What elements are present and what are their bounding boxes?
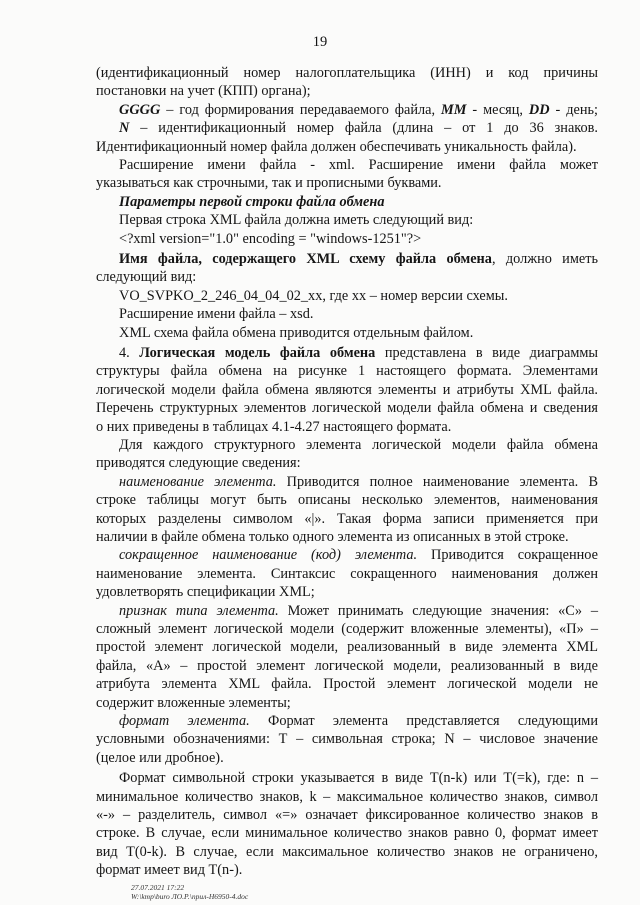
paragraph-line: которых разделены символом «|». Такая форма записи применяется при: [96, 510, 598, 527]
file-stamp: [131, 883, 248, 901]
paragraph-line: признак типа элемента. Может принимать следующие значения: «С» –: [119, 602, 598, 619]
schema-heading: Имя файла, содержащего XML схему файла обмена: [119, 251, 492, 267]
paragraph-line: о них приведены в таблицах 4.1-4.27 настоящего формата.: [96, 418, 452, 435]
paragraph-line: содержит вложенные элементы;: [96, 694, 291, 711]
paragraph-line: формат имеет вид Т(n-).: [96, 862, 243, 879]
paragraph-line: XML схема файла обмена приводится отдельным файлом.: [119, 324, 474, 341]
paragraph-line: сложный элемент логической модели (содержит вложенные элементы), «П» –: [96, 621, 598, 637]
paragraph-line: Имя файла, содержащего XML схему файла обмена, должно иметь: [119, 251, 598, 267]
paragraph-line: минимальное количество знаков, k – максимальное количество знаков, символ: [96, 788, 598, 805]
xml-declaration: <?xml version="1.0" encoding = "windows-1251"?>: [119, 230, 422, 247]
paragraph-line: наличии в файле обмена только одного элемента из описанных в этой строке.: [96, 529, 569, 545]
file-stamp-path: W:\kmp\buro ЛО.Р.\прил-Н6950-4.doc: [131, 892, 249, 902]
paragraph-line: строке. В случае, если минимальное количество знаков равно 0, формат имеет: [96, 825, 598, 842]
section-heading: Параметры первой строки файла обмена: [119, 193, 385, 210]
paragraph-line: Расширение имени файла – xsd.: [119, 306, 314, 323]
paragraph-line: файла, «А» – простой элемент логической модели, реализованный в виде: [96, 657, 598, 674]
paragraph-line: (идентификационный номер налогоплательщика (ИНН) и код причины: [96, 65, 598, 81]
paragraph-line: наименование элемента. Синтаксис сокращенного наименования должен: [96, 565, 598, 582]
term-element-format: формат элемента.: [119, 713, 250, 729]
paragraph-line: Расширение имени файла - xml. Расширение имени файла может: [119, 157, 598, 173]
schema-file-name: VO_SVPKO_2_246_04_04_02_xx, где xx – номер версии схемы.: [119, 287, 508, 304]
paragraph-line: условными обозначениями: Т – символьная строка; N – числовое значение: [96, 731, 598, 748]
paragraph-line: N – идентификационный номер файла (длина – от 1 до 36 знаков.: [119, 120, 598, 137]
term-element-type: признак типа элемента.: [119, 602, 279, 619]
paragraph-line: атрибута элемента XML файла. Простой элемент логической модели не: [96, 676, 598, 693]
term-element-name: наименование элемента.: [119, 473, 277, 490]
term-n: N: [119, 120, 130, 137]
term-mm: MM: [441, 101, 467, 118]
paragraph-line: Формат символьной строки указывается в виде Т(n-k) или Т(=k), где: n –: [119, 770, 598, 787]
paragraph-line: сокращенное наименование (код) элемента. Приводится сокращенное: [119, 547, 598, 564]
paragraph-line: приводятся следующие сведения:: [96, 455, 301, 472]
paragraph-line: вид Т(0-k). В случае, если максимальное количество знаков не ограничено,: [96, 843, 598, 860]
paragraph-line: Перечень структурных элементов логической модели файла обмена и сведения: [96, 400, 598, 417]
paragraph-line: логической модели файла обмена являются элементы и атрибуты XML файла.: [96, 381, 598, 398]
paragraph-line: 4. Логическая модель файла обмена представлена в виде диаграммы: [119, 345, 599, 361]
paragraph-line: простой элемент логической модели, реализованный в виде элемента XML: [96, 639, 598, 656]
paragraph-line: постановки на учет (КПП) органа);: [96, 83, 311, 100]
paragraph-line: наименование элемента. Приводится полное наименование элемента. В: [119, 473, 598, 490]
paragraph-line: Для каждого структурного элемента логической модели файла обмена: [119, 437, 598, 453]
paragraph-line: Идентификационный номер файла должен обеспечивать уникальность файла).: [96, 138, 577, 155]
paragraph-line: указываться как строчными, так и прописными буквами.: [96, 175, 442, 192]
file-stamp-date: 27.07.2021 17:22: [131, 883, 185, 893]
paragraph-line: Первая строка XML файла должна иметь следующий вид:: [119, 212, 474, 229]
paragraph-line: формат элемента. Формат элемента представляется следующими: [119, 713, 599, 729]
paragraph-line: удовлетворять спецификации XML;: [96, 584, 315, 601]
paragraph-line: структуры файла обмена на рисунке 1 настоящего формата. Элементами: [96, 363, 598, 380]
paragraph-line: «-» – разделитель, символ «=» означает фиксированное количество знаков в: [96, 807, 598, 823]
term-short-name: сокращенное наименование (код) элемента.: [119, 547, 418, 564]
paragraph-line: (целое или дробное).: [96, 749, 224, 766]
term-dd: DD: [528, 101, 550, 118]
paragraph-line: строке таблицы могут быть описаны несколько элементов, наименования: [96, 492, 598, 509]
term-gggg: GGGG: [119, 101, 161, 118]
logical-model-heading: Логическая модель файла обмена: [139, 345, 376, 361]
paragraph-line: GGGG – год формирования передаваемого файла, MM - месяц, DD - день;: [119, 101, 598, 118]
paragraph-line: следующий вид:: [96, 269, 197, 286]
page-number: 19: [312, 34, 328, 50]
